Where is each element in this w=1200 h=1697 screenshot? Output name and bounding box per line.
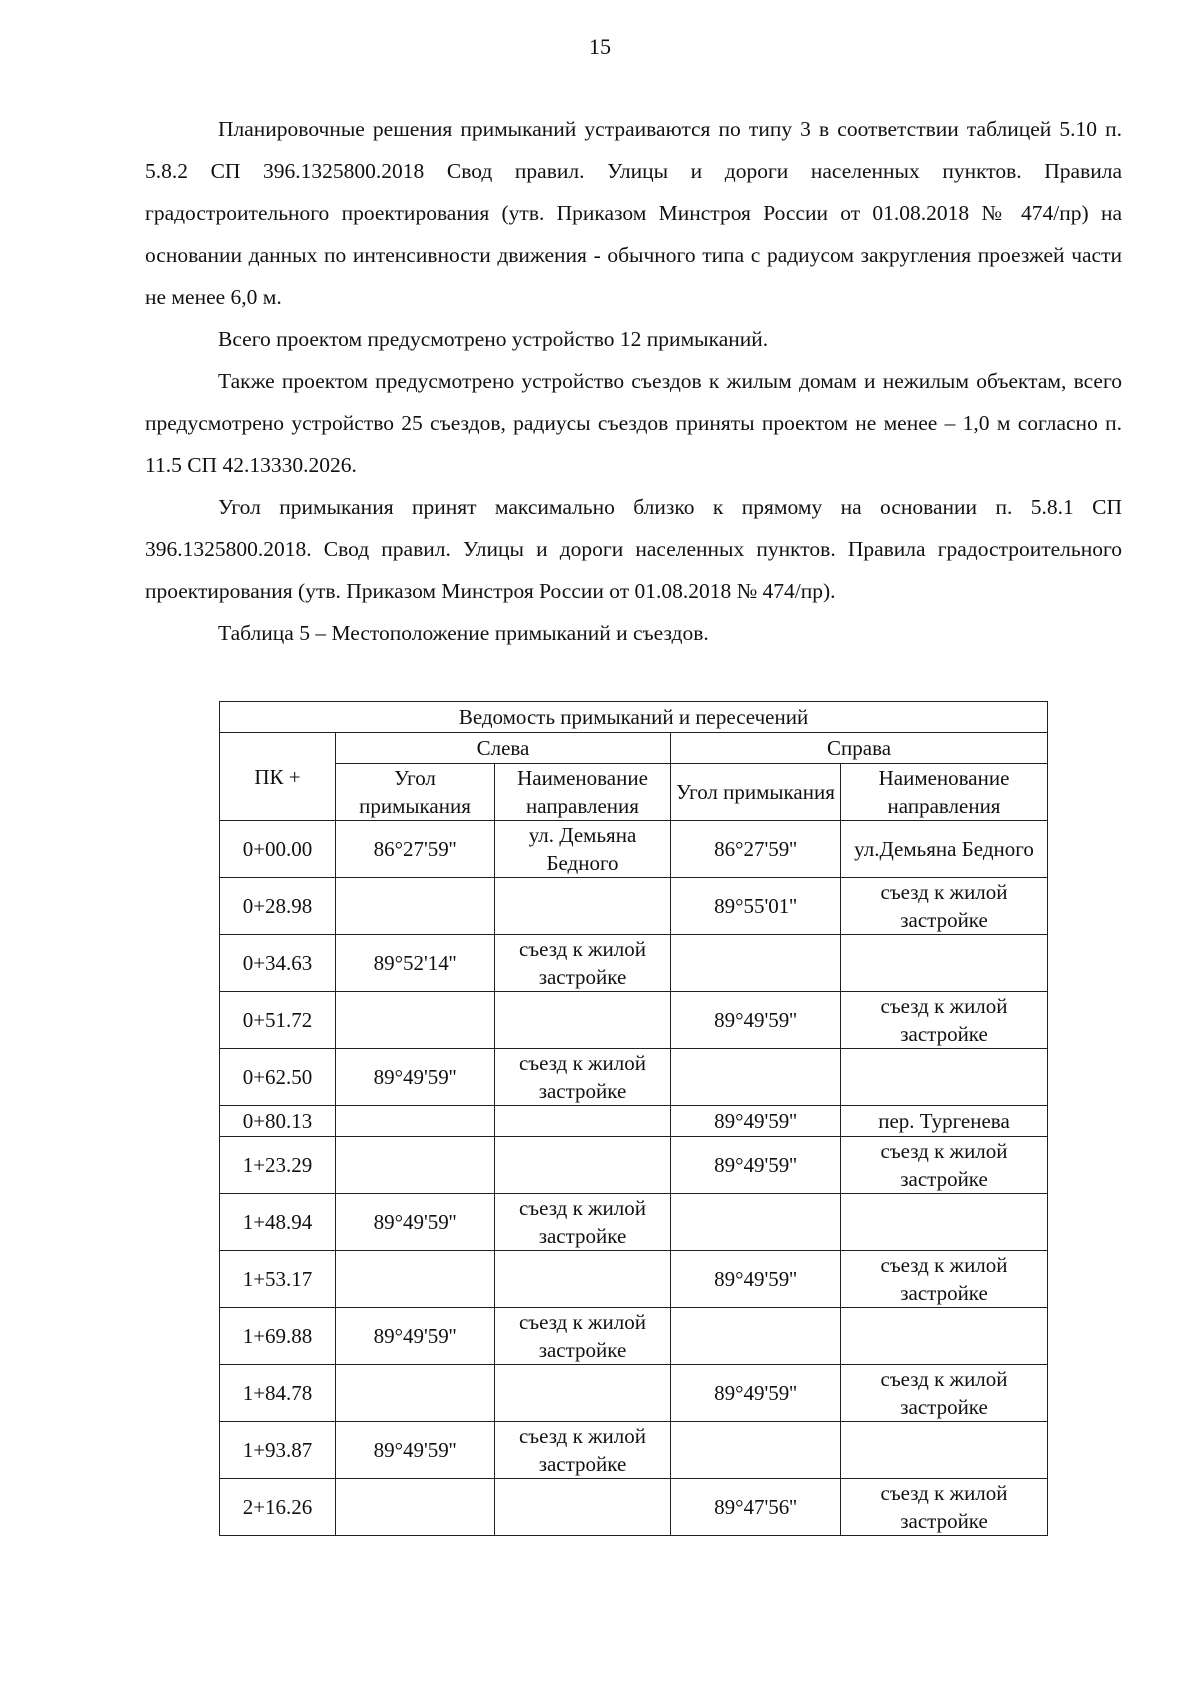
- table-column-header-row: [220, 764, 1048, 821]
- right-name-cell: съезд к жилой застройке: [841, 992, 1048, 1049]
- table-row: [220, 1106, 1048, 1137]
- left-name-cell: съезд к жилой застройке: [495, 1049, 671, 1106]
- right-angle-cell: [671, 1194, 841, 1251]
- table-row: [220, 1194, 1048, 1251]
- right-angle-header: Угол примыкания: [671, 764, 841, 821]
- left-name-cell: [495, 1479, 671, 1536]
- left-name-cell: [495, 1365, 671, 1422]
- table-row: [220, 1308, 1048, 1365]
- table-row: [220, 878, 1048, 935]
- left-name-cell: съезд к жилой застройке: [495, 1308, 671, 1365]
- right-angle-cell: 89°49'59'': [671, 1137, 841, 1194]
- right-side-header: Справа: [671, 733, 1048, 764]
- left-angle-cell: 89°49'59'': [336, 1308, 495, 1365]
- paragraph-driveways: Также проектом предусмотрено устройство съездов к жилым домам и нежилым объектам, всего предусмотрено устройство 25 съездов, радиусы съездов приняты проектом не менее – 1,0 м согласно п. 11.5 СП 42.13330.2026.: [145, 369, 1122, 477]
- table-row: [220, 935, 1048, 992]
- right-angle-cell: 89°55'01'': [671, 878, 841, 935]
- pk-cell: 1+53.17: [220, 1251, 336, 1308]
- pk-cell: 0+00.00: [220, 821, 336, 878]
- right-name-cell: [841, 1049, 1048, 1106]
- pk-cell: 0+62.50: [220, 1049, 336, 1106]
- table-row: [220, 1049, 1048, 1106]
- table-row: [220, 1365, 1048, 1422]
- right-name-cell: [841, 1194, 1048, 1251]
- left-side-header: Слева: [336, 733, 671, 764]
- right-angle-cell: 86°27'59'': [671, 821, 841, 878]
- right-name-cell: съезд к жилой застройке: [841, 1137, 1048, 1194]
- right-angle-cell: 89°49'59'': [671, 992, 841, 1049]
- table-title: Ведомость примыканий и пересечений: [220, 702, 1048, 733]
- body-text: [145, 108, 1122, 654]
- left-name-cell: съезд к жилой застройке: [495, 935, 671, 992]
- left-angle-cell: [336, 1479, 495, 1536]
- table-row: [220, 821, 1048, 878]
- left-angle-cell: 86°27'59'': [336, 821, 495, 878]
- table-row: [220, 1137, 1048, 1194]
- pk-cell: 0+80.13: [220, 1106, 336, 1137]
- paragraph-junction-count: Всего проектом предусмотрено устройство 12 примыканий.: [218, 327, 769, 351]
- left-name-cell: [495, 878, 671, 935]
- left-angle-cell: [336, 1365, 495, 1422]
- left-name-cell: [495, 1137, 671, 1194]
- paragraph-junction-design: Планировочные решения примыканий устраиваются по типу 3 в соответствии таблицей 5.10 п. 5.8.2 СП 396.1325800.2018 Свод правил. Улицы и дороги населенных пунктов. Правила градостроительного проектирования (утв. Приказом Минстроя России от 01.08.2018 № 474/пр) на основании данных по интенсивности движения - обычного типа с радиусом закругления проезжей части не менее 6,0 м.: [145, 117, 1122, 309]
- pk-cell: 0+51.72: [220, 992, 336, 1049]
- right-angle-cell: 89°49'59'': [671, 1106, 841, 1137]
- left-name-cell: съезд к жилой застройке: [495, 1422, 671, 1479]
- left-name-cell: [495, 1251, 671, 1308]
- pk-header: ПК +: [220, 733, 336, 821]
- right-angle-cell: [671, 935, 841, 992]
- left-name-cell: ул. Демьяна Бедного: [495, 821, 671, 878]
- right-angle-cell: 89°47'56'': [671, 1479, 841, 1536]
- table-row: [220, 992, 1048, 1049]
- left-name-cell: съезд к жилой застройке: [495, 1194, 671, 1251]
- left-angle-header: Угол примыкания: [336, 764, 495, 821]
- right-name-cell: [841, 1422, 1048, 1479]
- pk-cell: 1+23.29: [220, 1137, 336, 1194]
- table-side-header-row: [220, 733, 1048, 764]
- pk-cell: 0+28.98: [220, 878, 336, 935]
- pk-cell: 1+84.78: [220, 1365, 336, 1422]
- pk-cell: 0+34.63: [220, 935, 336, 992]
- right-angle-cell: 89°49'59'': [671, 1251, 841, 1308]
- left-angle-cell: 89°52'14'': [336, 935, 495, 992]
- table-row: [220, 1422, 1048, 1479]
- left-angle-cell: [336, 878, 495, 935]
- pk-cell: 1+48.94: [220, 1194, 336, 1251]
- right-name-cell: съезд к жилой застройке: [841, 1365, 1048, 1422]
- left-name-cell: [495, 1106, 671, 1137]
- right-angle-cell: [671, 1308, 841, 1365]
- table-title-row: [220, 702, 1048, 733]
- left-angle-cell: 89°49'59'': [336, 1422, 495, 1479]
- junctions-table: [219, 701, 1048, 1536]
- left-name-cell: [495, 992, 671, 1049]
- pk-cell: 1+93.87: [220, 1422, 336, 1479]
- pk-cell: 2+16.26: [220, 1479, 336, 1536]
- pk-cell: 1+69.88: [220, 1308, 336, 1365]
- left-angle-cell: [336, 992, 495, 1049]
- left-angle-cell: [336, 1106, 495, 1137]
- page-number: 15: [589, 34, 611, 59]
- left-name-header: Наименование направления: [495, 764, 671, 821]
- right-name-cell: [841, 935, 1048, 992]
- table-row: [220, 1251, 1048, 1308]
- right-name-cell: съезд к жилой застройке: [841, 878, 1048, 935]
- left-angle-cell: 89°49'59'': [336, 1049, 495, 1106]
- table-row: [220, 1479, 1048, 1536]
- right-name-cell: съезд к жилой застройке: [841, 1479, 1048, 1536]
- right-name-cell: пер. Тургенева: [841, 1106, 1048, 1137]
- left-angle-cell: [336, 1137, 495, 1194]
- right-name-cell: ул.Демьяна Бедного: [841, 821, 1048, 878]
- paragraph-junction-angle: Угол примыкания принят максимально близко к прямому на основании п. 5.8.1 СП 396.1325800.2018. Свод правил. Улицы и дороги населенных пунктов. Правила градостроительного проектирования (утв. Приказом Минстроя России от 01.08.2018 № 474/пр).: [145, 495, 1122, 603]
- right-name-cell: [841, 1308, 1048, 1365]
- left-angle-cell: [336, 1251, 495, 1308]
- right-angle-cell: [671, 1422, 841, 1479]
- right-angle-cell: 89°49'59'': [671, 1365, 841, 1422]
- left-angle-cell: 89°49'59'': [336, 1194, 495, 1251]
- right-angle-cell: [671, 1049, 841, 1106]
- right-name-header: Наименование направления: [841, 764, 1048, 821]
- right-name-cell: съезд к жилой застройке: [841, 1251, 1048, 1308]
- table-caption: Таблица 5 – Местоположение примыканий и съездов.: [218, 621, 709, 645]
